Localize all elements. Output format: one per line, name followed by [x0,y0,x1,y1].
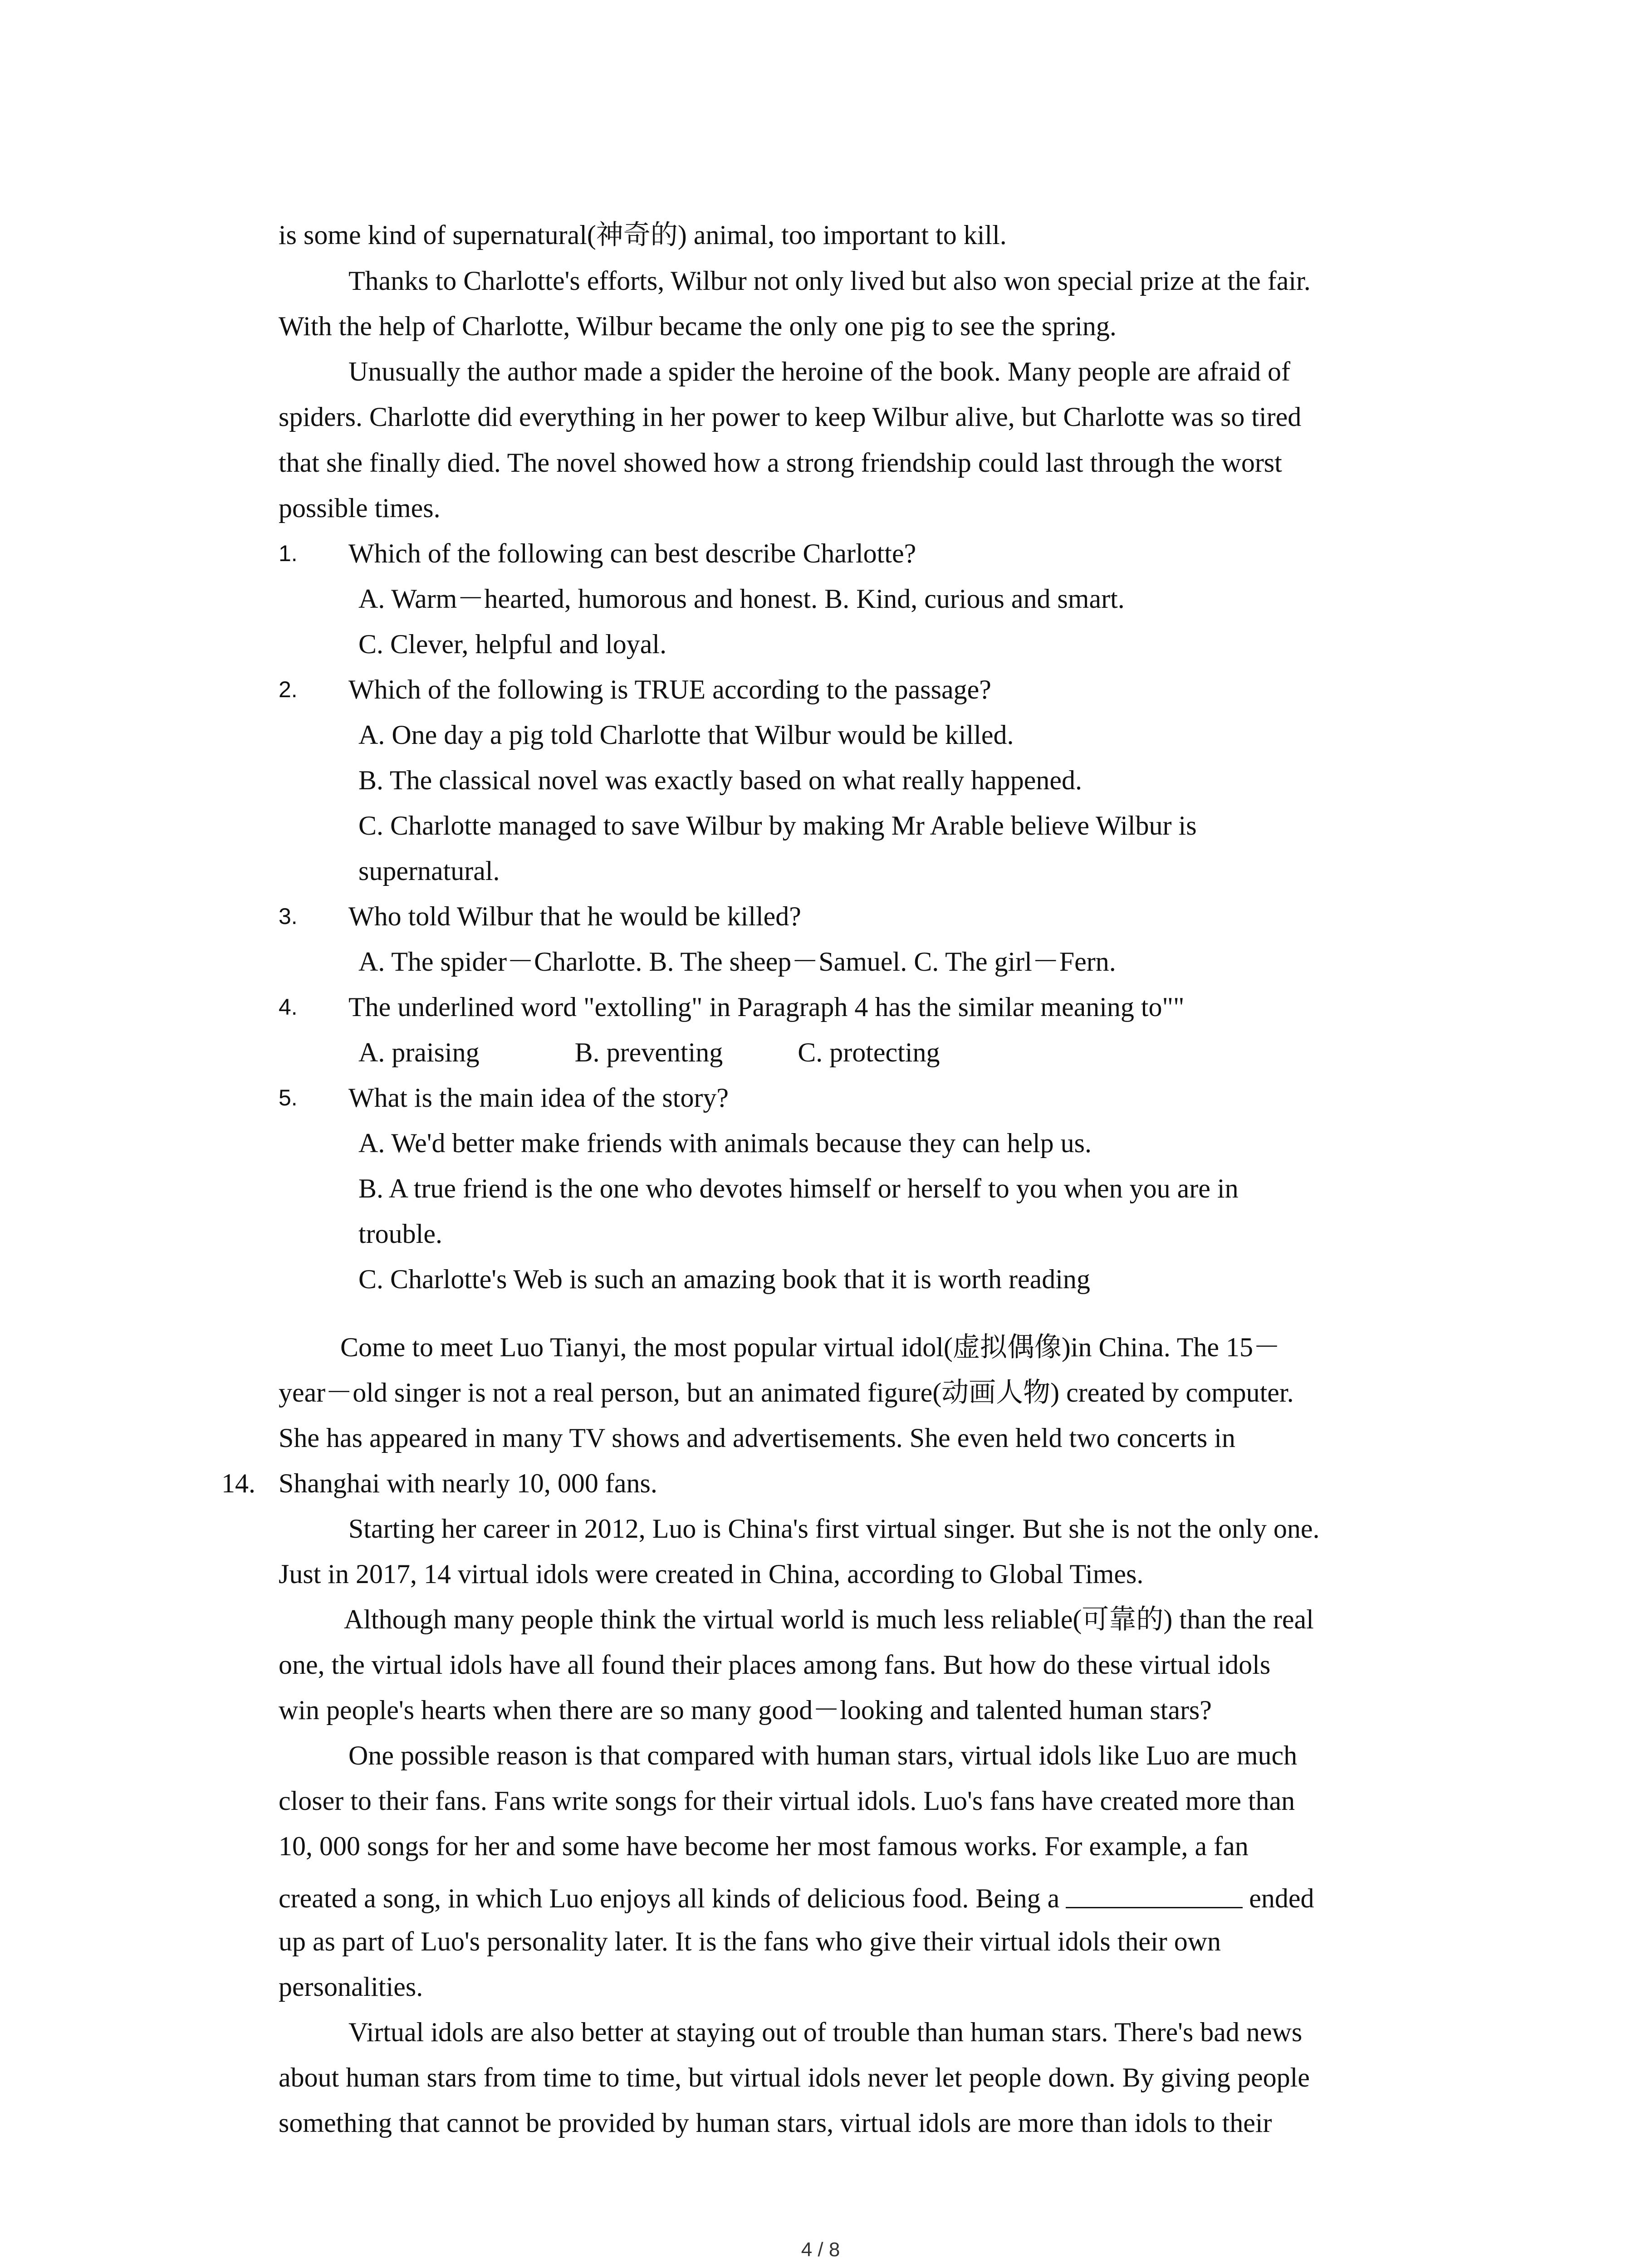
passage1-line-2: Thanks to Charlotte's efforts, Wilbur not only lived but also won special prize at the fair. [348,266,1311,296]
page-number: 4 / 8 [801,2239,840,2261]
passage1-line-7: possible times. [279,493,441,523]
passage2-line-3: She has appeared in many TV shows and advertisements. She even held two concerts in [279,1423,1235,1453]
question-2-option-line-2: B. The classical novel was exactly based on what really happened. [358,765,1083,795]
passage2-question-number: 14. [221,1468,255,1498]
question-5-option-line-3: trouble. [358,1219,442,1249]
question-2-option-line-1: A. One day a pig told Charlotte that Wilbur would be killed. [358,720,1014,750]
question-1-number: 1. [279,541,298,566]
passage2-line-10: One possible reason is that compared with human stars, virtual idols like Luo are much [348,1740,1298,1770]
question-1-option-line-1: A. Warm－hearted, humorous and honest. B. Kind, curious and smart. [358,584,1125,614]
passage2-line-15: Virtual idols are also better at staying out of trouble than human stars. There's bad news [348,2017,1303,2047]
question-5-option-line-1: A. We'd better make friends with animals because they can help us. [358,1128,1092,1158]
passage2-line-4: Shanghai with nearly 10, 000 fans. [279,1468,657,1498]
passage1-line-6: that she finally died. The novel showed how a strong friendship could last through the worst [279,448,1282,478]
question-2-option-line-4: supernatural. [358,856,500,886]
passage2-line-17: something that cannot be provided by human stars, virtual idols are more than idols to their [279,2108,1272,2138]
passage2-line-11: closer to their fans. Fans write songs for their virtual idols. Luo's fans have created more than [279,1786,1295,1816]
question-5-number: 5. [279,1085,298,1110]
passage2-line-2: year－old singer is not a real person, but an animated figure(动画人物) created by computer. [279,1378,1294,1408]
passage2-line-9: win people's hearts when there are so many good－looking and talented human stars? [279,1695,1212,1725]
question-2-stem: Which of the following is TRUE according to the passage? [348,675,991,704]
question-4-number: 4. [279,994,298,1020]
question-3-stem: Who told Wilbur that he would be killed? [348,901,801,931]
passage2-line-8: one, the virtual idols have all found their places among fans. But how do these virtual idols [279,1650,1271,1680]
question-1-option-line-2: C. Clever, helpful and loyal. [358,629,667,659]
question-1-stem: Which of the following can best describe Charlotte? [348,538,916,568]
question-4-stem: The underlined word "extolling" in Paragraph 4 has the similar meaning to"" [348,992,1185,1022]
passage1-line-3: With the help of Charlotte, Wilbur became the only one pig to see the spring. [279,311,1117,341]
passage1-line-1: is some kind of supernatural(神奇的) animal, too important to kill. [279,220,1007,250]
question-5-option-line-4: C. Charlotte's Web is such an amazing book that it is worth reading [358,1264,1090,1294]
passage1-line-5: spiders. Charlotte did everything in her power to keep Wilbur alive, but Charlotte was so tired [279,402,1302,432]
question-4-option-line-1: A. praising B. preventing C. protecting [358,1037,940,1067]
passage2-line-16: about human stars from time to time, but virtual idols never let people down. By giving people [279,2063,1310,2092]
question-2-option-line-3: C. Charlotte managed to save Wilbur by making Mr Arable believe Wilbur is [358,811,1197,841]
passage2-line-5: Starting her career in 2012, Luo is China's first virtual singer. But she is not the only one. [348,1514,1320,1544]
passage2-line-7: Although many people think the virtual world is much less reliable(可靠的) than the real [344,1604,1314,1634]
passage2-line-14: personalities. [279,1972,423,2002]
question-5-option-line-2: B. A true friend is the one who devotes himself or herself to you when you are in [358,1173,1239,1203]
passage2-line-13: up as part of Luo's personality later. It is the fans who give their virtual idols their own [279,1926,1221,1956]
question-2-number: 2. [279,677,298,702]
blank-line-after: ended [1249,1883,1314,1913]
passage2-blank-line [279,1877,1458,1917]
blank-line-before: created a song, in which Luo enjoys all kinds of delicious food. Being a [279,1883,1060,1913]
passage2-line-1: Come to meet Luo Tianyi, the most popular virtual idol(虚拟偶像)in China. The 15－ [340,1332,1281,1362]
question-5-stem: What is the main idea of the story? [348,1083,729,1113]
answer-blank [1066,1877,1243,1908]
question-3-option-line-1: A. The spider－Charlotte. B. The sheep－Samuel. C. The girl－Fern. [358,947,1116,977]
passage2-line-6: Just in 2017, 14 virtual idols were created in China, according to Global Times. [279,1559,1144,1589]
passage2-line-12: 10, 000 songs for her and some have become her most famous works. For example, a fan [279,1831,1249,1861]
question-3-number: 3. [279,904,298,929]
passage1-line-4: Unusually the author made a spider the heroine of the book. Many people are afraid of [348,357,1290,386]
